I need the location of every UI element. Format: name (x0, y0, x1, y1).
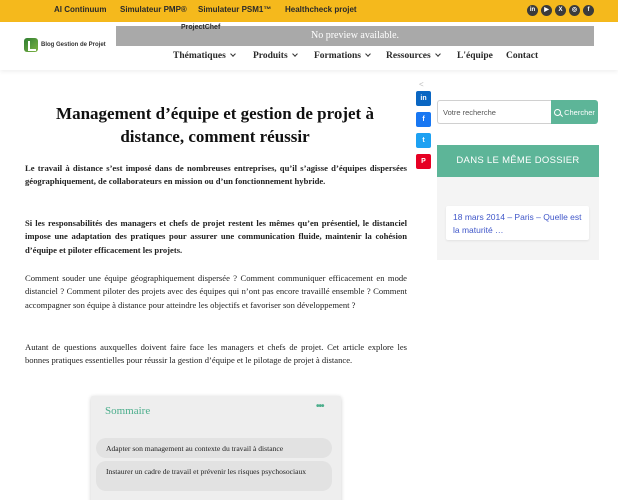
top-bar (0, 0, 618, 22)
preview-placeholder: No preview available. (116, 26, 594, 46)
share-icon: < (419, 80, 424, 89)
nav-label: Contact (506, 51, 539, 61)
logo-text: Blog Gestion de Projet (41, 42, 106, 48)
search-button-label: Chercher (564, 107, 595, 117)
search-input[interactable] (437, 100, 552, 124)
logo-check-icon (24, 38, 38, 52)
twitter-share-icon[interactable]: t (416, 133, 431, 148)
chevron-down-icon (230, 51, 236, 57)
dossier-title: DANS LE MÊME DOSSIER (437, 145, 599, 177)
topbar-link-projectchef[interactable]: ProjectChef (181, 24, 221, 31)
facebook-share-icon[interactable]: f (416, 112, 431, 127)
nav-contact[interactable] (506, 51, 538, 61)
nav-label: Formations (314, 51, 361, 61)
nav-label: L'équipe (457, 51, 493, 61)
nav-equipe[interactable] (457, 51, 493, 61)
nav-label: Thématiques (173, 51, 226, 61)
toc-item[interactable]: Instaurer un cadre de travail et prévenir les risques psychosociaux (96, 461, 332, 491)
article-paragraph: Comment souder une équipe géographiquement dispersée ? Comment communiquer efficacement en mode distanciel ? Comment piloter des projets avec des équipes qui n’ont pas encore travaillé ensemble ? Comment accompagner son équipe à distance pour atteindre les objectifs et favoriser son développement ? (25, 273, 407, 310)
nav-label: Ressources (386, 51, 431, 61)
chevron-down-icon (292, 51, 298, 57)
chevron-down-icon (435, 51, 441, 57)
nav-thematiques[interactable] (173, 51, 235, 61)
topbar-link-simulateur-psm1[interactable]: Simulateur PSM1™ (198, 5, 272, 14)
linkedin-icon[interactable]: in (527, 5, 538, 16)
nav-ressources[interactable] (386, 51, 440, 61)
instagram-icon[interactable]: ◎ (569, 5, 580, 16)
article-paragraph: Si les responsabilités des managers et chefs de projet restent les mêmes qu’en présentiel, le distanciel impose une adaptation des pratiques pour assurer une communication fluide, maintenir la cohésion d’équipe et piloter efficacement les projets. (25, 218, 407, 255)
topbar-link-healthcheck[interactable]: Healthcheck projet (285, 5, 357, 14)
site-logo[interactable] (24, 38, 106, 52)
toc-toggle-icon[interactable]: ••• (316, 401, 324, 412)
article-title: Management d’équipe et gestion de projet à distance, comment réussir (56, 104, 374, 146)
nav-formations[interactable] (314, 51, 370, 61)
dossier-link[interactable]: 18 mars 2014 – Paris – Quelle est la maturité … (453, 212, 582, 235)
article-intro-paragraph: Le travail à distance s’est imposé dans de nombreuses entreprises, qu’il s’agisse d’équipes dispersées géographiquement, de collaborateurs en mission ou d’un fonctionnement hybride. (25, 163, 407, 187)
pinterest-share-icon[interactable]: P (416, 154, 431, 169)
nav-label: Produits (253, 51, 288, 61)
facebook-icon[interactable]: f (583, 5, 594, 16)
toc-title: Sommaire (105, 405, 151, 417)
search-button[interactable] (551, 100, 598, 124)
youtube-icon[interactable]: ▶ (541, 5, 552, 16)
nav-produits[interactable] (253, 51, 297, 61)
topbar-link-simulateur-pmp[interactable]: Simulateur PMP® (120, 5, 187, 14)
chevron-down-icon (365, 51, 371, 57)
linkedin-share-icon[interactable]: in (416, 91, 431, 106)
x-icon[interactable]: X (555, 5, 566, 16)
search-icon (554, 109, 561, 116)
toc-item[interactable]: Adapter son management au contexte du travail à distance (96, 438, 332, 458)
article-paragraph: Autant de questions auxquelles doivent faire face les managers et chefs de projet. Cet article explore les bonnes pratiques essentielles pour réussir la gestion d’équipe et le pilotage de projet à distance. (25, 342, 407, 366)
topbar-link-ai-continuum[interactable]: AI Continuum (54, 5, 107, 14)
